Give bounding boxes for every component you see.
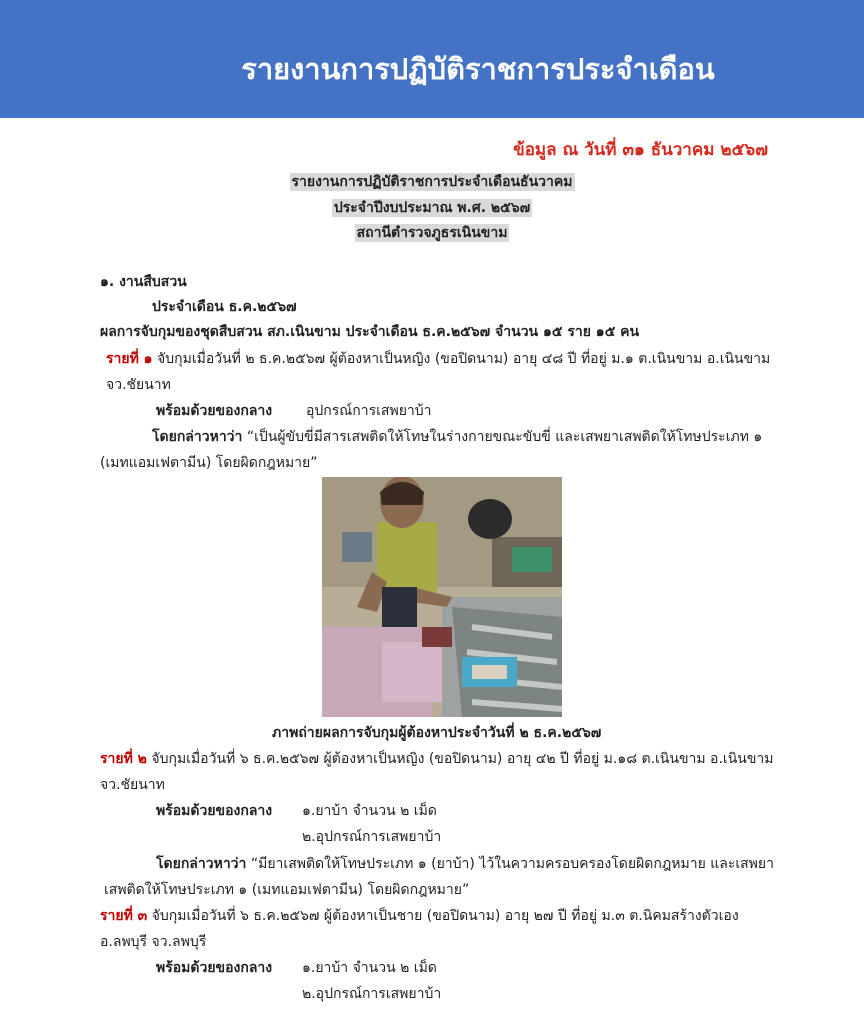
header-banner bbox=[0, 0, 864, 118]
case-3-label: รายที่ ๓ bbox=[100, 908, 148, 924]
case-3-line1: รายที่ ๓ จับกุมเมื่อวันที่ ๖ ธ.ค.๒๕๖๗ ผู้ต้องหาเป็นชาย (ขอปิดนาม) อายุ ๒๗ ปี ที่อยู่ ม.๓ ต.นิคมสร้างตัวเอง bbox=[100, 908, 739, 924]
arrest-photo bbox=[322, 477, 562, 717]
case-2-line2: จว.ชัยนาท bbox=[100, 777, 165, 793]
case-3-evidence-label: พร้อมด้วยของกลาง bbox=[156, 960, 273, 976]
case-3-line2: อ.ลพบุรี จว.ลพบุรี bbox=[100, 934, 207, 950]
arrest-photo-illustration bbox=[322, 477, 562, 717]
section-summary: ผลการจับกุมของชุดสืบสวน สภ.เนินขาม ประจำเดือน ธ.ค.๒๕๖๗ จำนวน ๑๕ ราย ๑๕ คน bbox=[100, 324, 640, 340]
case-3-evidence-item-2: ๒.อุปกรณ์การเสพยาบ้า bbox=[302, 986, 442, 1002]
case-1-label: รายที่ ๑ bbox=[106, 351, 153, 367]
case-1-charge-line1: โดยกล่าวหาว่า “เป็นผู้ขับขี่มีสารเสพติดให้โทษในร่างกายขณะขับขี่ และเสพยาเสพติดให้โทษประเภท ๑ bbox=[152, 429, 763, 445]
case-2-line1: รายที่ ๒ จับกุมเมื่อวันที่ ๖ ธ.ค.๒๕๖๗ ผู้ต้องหาเป็นหญิง (ขอปิดนาม) อายุ ๔๒ ปี ที่อยู่ ม.๑๘ ต.เนินขาม อ.เนินขาม bbox=[100, 751, 774, 767]
case-2-evidence-item-1: ๑.ยาบ้า จำนวน ๒ เม็ด bbox=[302, 803, 437, 819]
case-2-evidence-item-2: ๒.อุปกรณ์การเสพยาบ้า bbox=[302, 829, 442, 845]
case-1-evidence-item: อุปกรณ์การเสพยาบ้า bbox=[306, 403, 432, 419]
report-header-line2: ประจำปีงบประมาณ พ.ศ. ๒๕๖๗ bbox=[333, 200, 531, 216]
case-1-line1: รายที่ ๑ จับกุมเมื่อวันที่ ๒ ธ.ค.๒๕๖๗ ผู้ต้องหาเป็นหญิง (ขอปิดนาม) อายุ ๔๘ ปี ที่อยู่ ม.๑ ต.เนินขาม อ.เนินขาม bbox=[106, 351, 771, 367]
case-2-charge-line2: เสพติดให้โทษประเภท ๑ (เมทแอมเฟตามีน) โดยผิดกฎหมาย” bbox=[104, 882, 470, 898]
report-header-line1: รายงานการปฏิบัติราชการประจำเดือนธันวาคม bbox=[291, 174, 573, 190]
case-2-label: รายที่ ๒ bbox=[100, 751, 147, 767]
report-title: รายงานการปฏิบัติราชการประจำเดือน bbox=[241, 52, 715, 86]
case-2-charge-line1: โดยกล่าวหาว่า “มียาเสพติดให้โทษประเภท ๑ (ยาบ้า) ไว้ในความครอบครองโดยผิดกฎหมาย และเสพยา bbox=[156, 856, 774, 872]
as-of-date: ข้อมูล ณ วันที่ ๓๑ ธันวาคม ๒๕๖๗ bbox=[513, 140, 768, 160]
section-month: ประจำเดือน ธ.ค.๒๕๖๗ bbox=[152, 299, 297, 315]
report-header-line3: สถานีตำรวจภูธรเนินขาม bbox=[356, 225, 508, 241]
case-1-evidence-label: พร้อมด้วยของกลาง bbox=[156, 403, 273, 419]
case-1-charge-line2: (เมทแอมเฟตามีน) โดยผิดกฎหมาย” bbox=[100, 455, 318, 471]
section-title: ๑. งานสืบสวน bbox=[100, 274, 187, 290]
photo-caption: ภาพถ่ายผลการจับกุมผู้ต้องหาประจำวันที่ ๒ ธ.ค.๒๕๖๗ bbox=[272, 725, 602, 741]
case-3-evidence-item-1: ๑.ยาบ้า จำนวน ๒ เม็ด bbox=[302, 960, 437, 976]
case-1-line2: จว.ชัยนาท bbox=[106, 377, 171, 393]
case-2-evidence-label: พร้อมด้วยของกลาง bbox=[156, 803, 273, 819]
